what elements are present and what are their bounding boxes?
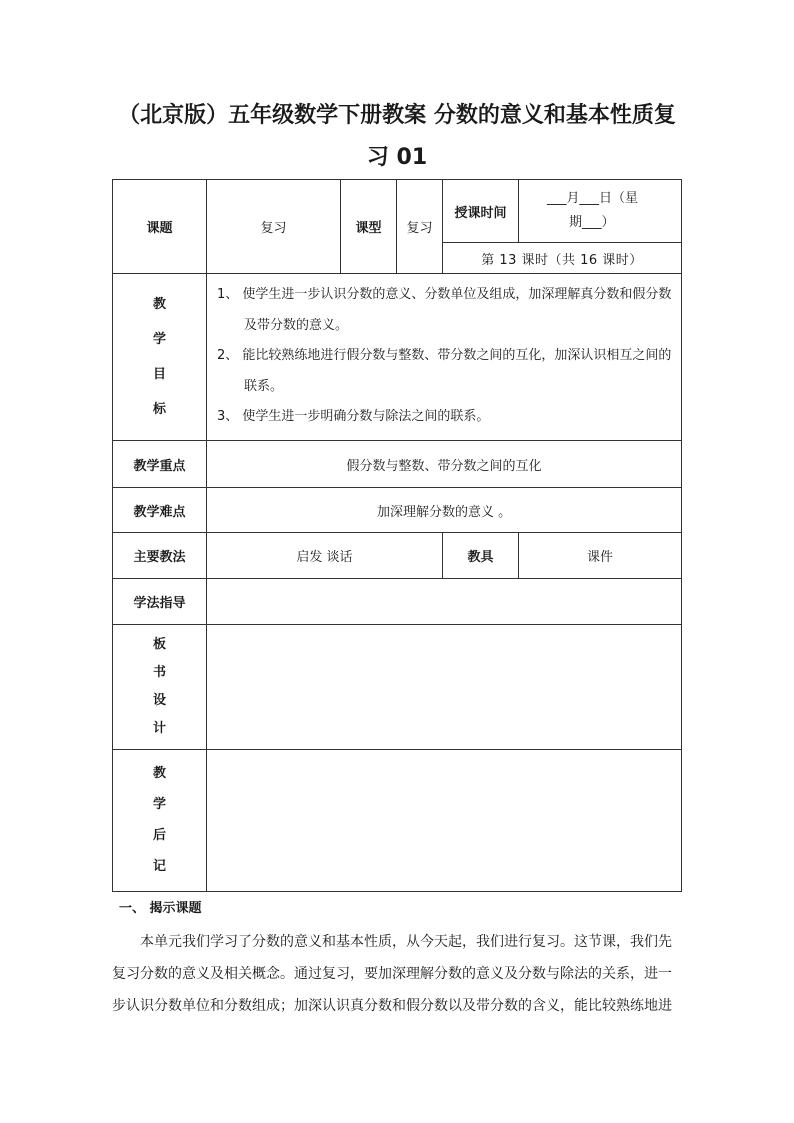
topic-value: 复习	[207, 180, 341, 274]
teaching-method-label: 主要教法	[113, 533, 207, 579]
board-label-char: 计	[152, 721, 166, 736]
date-line-2: 期___）	[569, 215, 615, 230]
teaching-method-value: 启发 谈话	[207, 533, 443, 579]
date-line-1: ___月___日（星	[547, 191, 639, 206]
board-label-char: 书	[152, 665, 166, 680]
difficulty-label: 教学难点	[113, 488, 207, 533]
paragraph-text: 本单元我们学习了分数的意义和基本性质，从今天起，我们进行复习。这节课，我们先复习分数的意义及相关概念。通过复习，要加深理解分数的意义及分数与除法的关系，进一步认识分数单位和分数组成；加深认识真分数和假分数以及带分数的含义，能比较熟练地进	[112, 934, 672, 1014]
board-label-char: 板	[152, 637, 166, 652]
lesson-plan-table	[112, 179, 682, 892]
board-design-label	[113, 625, 207, 750]
difficulty-value: 加深理解分数的意义 。	[207, 488, 682, 533]
lesson-type-value: 复习	[397, 180, 443, 274]
section-heading: 一、 揭示课题	[119, 901, 202, 916]
document-title-line2: 习 01	[366, 145, 428, 170]
teaching-goals-list	[207, 274, 682, 441]
study-guide-value	[207, 579, 682, 625]
lesson-type-label: 课型	[341, 180, 397, 274]
goals-label-char: 学	[152, 331, 166, 347]
goal-item: 2、 能比较熟练地进行假分数与整数、带分数之间的互化，加深认识相互之间的联系。	[217, 348, 672, 394]
key-point-value: 假分数与整数、带分数之间的互化	[207, 441, 682, 488]
goal-item: 3、 使学生进一步明确分数与除法之间的联系。	[217, 409, 490, 424]
goals-label-char: 标	[152, 401, 166, 417]
board-label-char: 设	[152, 693, 166, 708]
goal-item: 1、 使学生进一步认识分数的意义、分数单位及组成，加深理解真分数和假分数及带分数的意义。	[217, 287, 672, 333]
notes-label-char: 学	[152, 797, 166, 812]
teaching-tools-value: 课件	[519, 533, 682, 579]
study-guide-label: 学法指导	[113, 579, 207, 625]
goals-label-char: 教	[152, 296, 166, 312]
class-date-field	[519, 180, 682, 243]
notes-label-char: 教	[152, 766, 166, 781]
teaching-goals-label	[113, 274, 207, 441]
session-count: 第 13 课时（共 16 课时）	[443, 243, 682, 274]
topic-label: 课题	[113, 180, 207, 274]
document-title-line1: （北京版）五年级数学下册教案 分数的意义和基本性质复	[118, 103, 676, 128]
key-point-label: 教学重点	[113, 441, 207, 488]
teaching-tools-label: 教具	[443, 533, 519, 579]
section-paragraph	[112, 926, 682, 1022]
notes-label-char: 后	[152, 828, 166, 843]
teaching-notes-label	[113, 750, 207, 892]
teaching-notes-value	[207, 750, 682, 892]
goals-label-char: 目	[152, 366, 166, 382]
class-time-label: 授课时间	[443, 180, 519, 243]
board-design-value	[207, 625, 682, 750]
notes-label-char: 记	[152, 859, 166, 874]
